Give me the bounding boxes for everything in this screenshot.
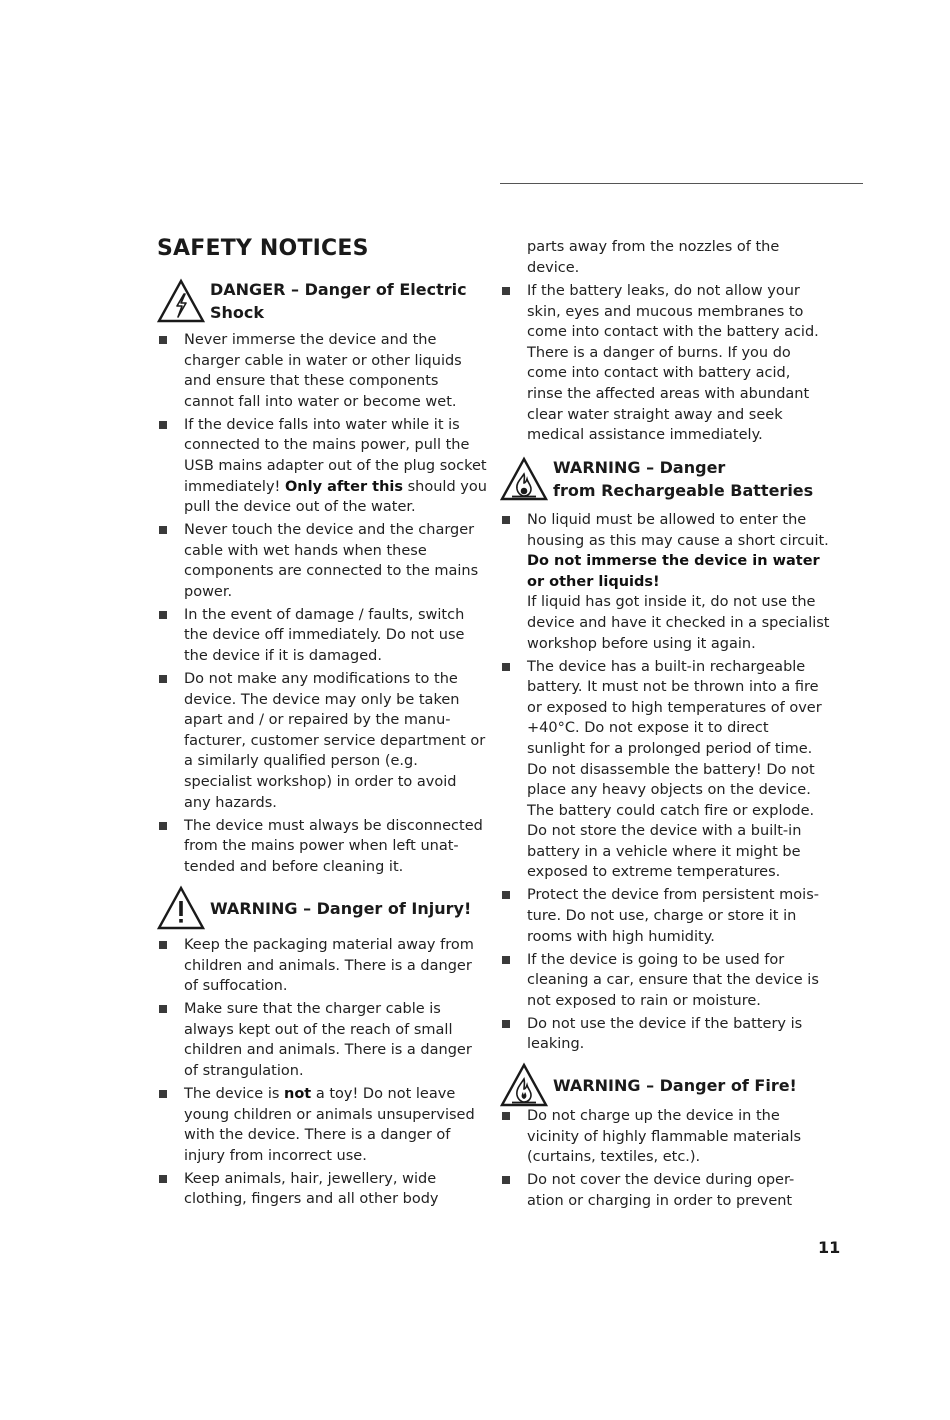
fire-heading: [500, 1062, 830, 1108]
list-item: Do not cover the device during oper-ation or charging in order to prevent: [500, 1170, 830, 1211]
electric-shock-list: [157, 330, 487, 880]
batteries-heading-line1: WARNING – Danger: [553, 458, 726, 477]
bullet-square: [159, 1175, 167, 1183]
list-item: Do not make any modifications to the device. The device may only be taken apart and / or repaired by the manu-facturer, customer service department or a similarly qualified person (e.g. specialist workshop) in order to avoid any hazards.: [157, 669, 487, 813]
electric-shock-heading: [157, 278, 487, 324]
bullet-square: [502, 891, 510, 899]
list-item: Keep the packaging material away from children and animals. There is a danger of suffocation.: [157, 935, 487, 997]
bullet-square: [159, 611, 167, 619]
header-rule: [500, 183, 863, 184]
list-item: The device has a built-in rechargeable battery. It must not be thrown into a fire or exposed to high temperatures of over +40°C. Do not expose it to direct sunlight for a prolonged period of time. Do not disassemble the battery! Do not place any heavy objects on the device. The battery could catch fire or explode. Do not store the device with a built-in battery in a vehicle where it might be exposed to extreme temperatures.: [500, 657, 830, 884]
fire-heading-text: WARNING – Danger of Fire!: [553, 1075, 797, 1095]
electric-heading-line1: DANGER – Danger of Electric: [210, 280, 467, 299]
list-item: Make sure that the charger cable is always kept out of the reach of small children and animals. There is a danger of strangulation.: [157, 999, 487, 1081]
list-item: Never immerse the device and the charger cable in water or other liquids and ensure that these components cannot fall into water or become wet.: [157, 330, 487, 412]
bullet-square: [159, 1090, 167, 1098]
list-item: Do not use the device if the battery is leaking.: [500, 1014, 830, 1055]
list-item: No liquid must be allowed to enter the housing as this may cause a short circuit. Do not immerse the device in water or other liquids! If liquid has got inside it, do not use the device and have it checked in a specialist workshop before using it again.: [500, 510, 830, 654]
bullet-square: [159, 941, 167, 949]
bullet-square: [502, 1112, 510, 1120]
fire-warning-icon: [500, 1062, 548, 1108]
bullet-square: [159, 526, 167, 534]
electric-shock-warning-icon: [157, 278, 205, 324]
batteries-heading: [500, 456, 830, 502]
list-item: If the battery leaks, do not allow your skin, eyes and mucous membranes to come into contact with the battery acid. There is a danger of burns. If you do come into contact with battery acid, rinse the affected areas with abundant clear water straight away and seek medical assistance immediately.: [500, 281, 830, 446]
electric-heading-line2: Shock: [210, 303, 265, 322]
list-item: Keep animals, hair, jewellery, wide clothing, fingers and all other body: [157, 1169, 487, 1210]
exclamation-warning-icon: [157, 885, 205, 931]
page-number: 11: [818, 1238, 841, 1257]
page-title: SAFETY NOTICES: [157, 236, 369, 261]
list-item: In the event of damage / faults, switch the device off immediately. Do not use the device if it is damaged.: [157, 605, 487, 667]
flammable-warning-icon: [500, 456, 548, 502]
list-item: If the device is going to be used for cleaning a car, ensure that the device is not exposed to rain or moisture.: [500, 950, 830, 1012]
list-item: Never touch the device and the charger cable with wet hands when these components are connected to the mains power.: [157, 520, 487, 602]
list-item: The device is not a toy! Do not leave young children or animals unsupervised with the device. There is a danger of injury from incorrect use.: [157, 1084, 487, 1166]
bullet-square: [159, 336, 167, 344]
bullet-square: [502, 516, 510, 524]
bullet-square: [502, 287, 510, 295]
injury-list: [157, 935, 487, 1212]
bullet-square: [502, 663, 510, 671]
list-item: Do not charge up the device in the vicinity of highly flammable materials (curtains, textiles, etc.).: [500, 1106, 830, 1168]
continuation-text: parts away from the nozzles of the device.: [527, 239, 780, 276]
injury-heading-text: WARNING – Danger of Injury!: [210, 898, 472, 918]
injury-list-continued: [500, 281, 830, 448]
list-item: Protect the device from persistent mois-ture. Do not use, charge or store it in rooms with high humidity.: [500, 885, 830, 947]
bullet-square: [502, 1020, 510, 1028]
fire-list: [500, 1106, 830, 1214]
bullet-square: [159, 822, 167, 830]
bullet-square: [502, 1176, 510, 1184]
list-item: The device must always be disconnected from the mains power when left unat-tended and before cleaning it.: [157, 816, 487, 878]
bullet-square: [502, 956, 510, 964]
bullet-square: [159, 675, 167, 683]
bullet-square: [159, 1005, 167, 1013]
list-item: If the device falls into water while it is connected to the mains power, pull the USB mains adapter out of the plug socket immediately! Only after this should you pull the device out of the water.: [157, 415, 487, 518]
batteries-list: [500, 510, 830, 1057]
bullet-square: [159, 421, 167, 429]
batteries-heading-line2: from Rechargeable Batteries: [553, 481, 814, 500]
injury-heading: [157, 885, 487, 931]
